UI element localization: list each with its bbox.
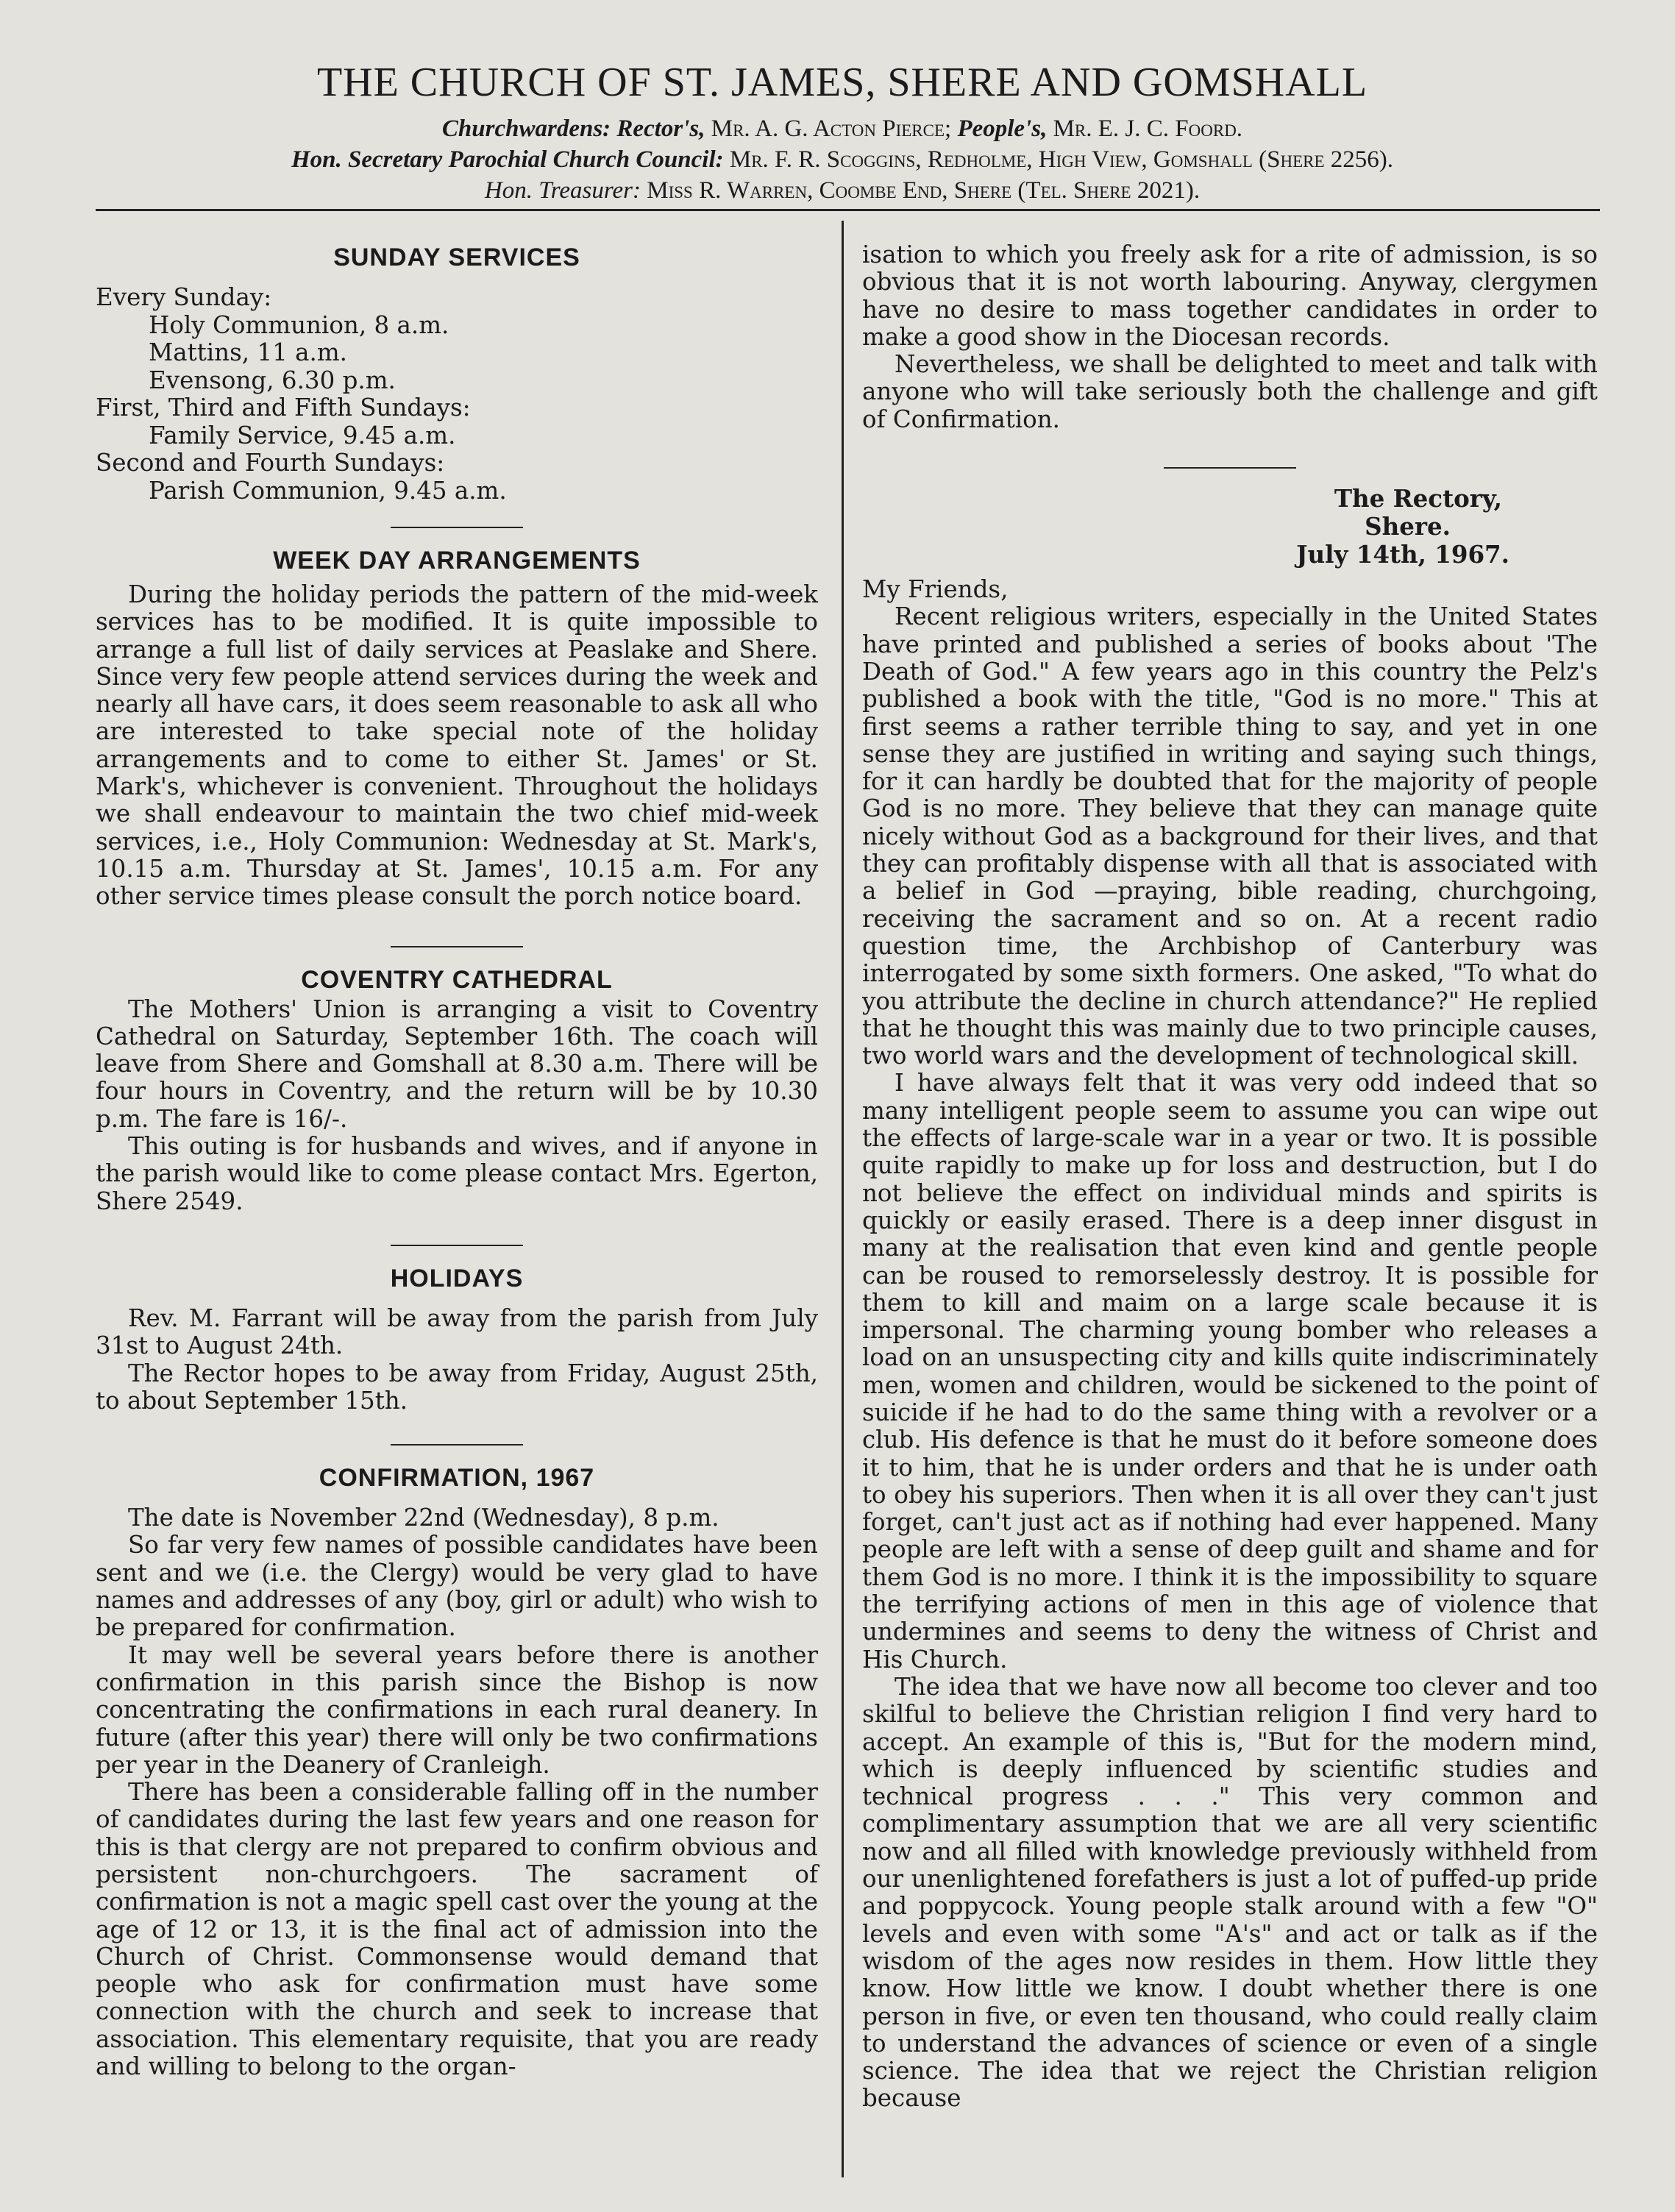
treasurer-line	[88, 175, 1596, 206]
address-line: The Rectory,	[1334, 484, 1502, 513]
letter-date: July 14th, 1967.	[1296, 540, 1509, 569]
section-divider	[391, 1245, 523, 1246]
holidays-text: The Rector hopes to be away from Friday, August 25th, to about September 15th.	[96, 1359, 818, 1415]
confirmation-text: The date is November 22nd (Wednesday), 8 p.m.	[128, 1504, 719, 1532]
header-rule	[96, 209, 1600, 211]
letter-paragraph: I have always felt that it was very odd indeed that so many intelligent people seem to assume you can wipe out the effects of large-scale war in a year or two. It is possible quite rapidly to make up for loss and destruction, but I do not believe the effect on individual minds and spirits is quickly or easily erased. There is a deep inner disgust in many at the realisation that even kind and gentle people can be roused to remorselessly destroy. It is possible for them to kill and maim on a large scale because it is impersonal. The charming young bomber who releases a load on an unsuspecting city and kills quite indiscriminately men, women and children, would be sickened to the point of suicide if he had to do the same thing with a revolver or a club. His defence is that he must do it before someone does it to him, that he is under orders and that he is under oath to obey his superiors. Then when it is all over they can't just forget, can't just act as if nothing had ever happened. Many people are left with a sense of deep guilt and shame and for them God is no more. I think it is the impossibility to square the terrifying actions of men in this age of violence that undermines and seems to deny the witness of Christ and His Church.	[862, 1069, 1598, 1674]
churchwarden-people: Mr. E. J. C. Foord.	[1053, 115, 1243, 142]
section-divider	[391, 946, 523, 947]
letter-address	[862, 485, 1598, 569]
schedule-line: Holy Communion, 8 a.m.	[149, 310, 449, 339]
section-divider	[391, 1444, 523, 1445]
masthead	[88, 51, 1596, 206]
schedule-line: Family Service, 9.45 a.m.	[149, 421, 456, 449]
secretary-label: Hon. Secretary Parochial Church Council:	[291, 146, 724, 173]
week-day-text: During the holiday periods the pattern of the mid-week services has to be modified. It is quite impossible to arrange a full list of daily services at Peaslake and Shere. Since very few people attend services during the week and nearly all have cars, it does seem reasonable to ask all who are interested to take special note of the holiday arrangements and to come to either St. James' or St. Mark's, whichever is convenient. Throughout the holidays we shall endeavour to maintain the two chief mid-week services, i.e., Holy Communion: Wednesday at St. Mark's, 10.15 a.m. Thursday at St. James', 10.15 a.m. For any other service times please consult the porch notice board.	[96, 580, 818, 911]
left-column	[96, 241, 818, 2080]
confirmation-continued: isation to which you freely ask for a rite of admission, is so obvious that it is not worth labouring. Anyway, clergymen have no desire to mass together candidates in order to make a good show in the Diocesan records.	[862, 241, 1598, 351]
schedule-line: Mattins, 11 a.m.	[149, 338, 347, 366]
churchwarden-rector: Mr. A. G. Acton Pierce;	[711, 115, 952, 142]
holidays-heading: HOLIDAYS	[390, 1264, 524, 1292]
treasurer-label: Hon. Treasurer:	[484, 177, 641, 204]
secretary-name: Mr. F. R. Scoggins, Redholme, High View, Gomshall (Shere 2256).	[729, 146, 1394, 173]
confirmation-text: It may well be several years before there is another confirmation in this parish since the Bishop is now concentrating the confirmations in each rural deanery. In future (after this year) there will only be two confirmations per year in the Deanery of Cranleigh.	[96, 1640, 818, 1779]
schedule-line: First, Third and Fifth Sundays:	[96, 394, 471, 422]
letter-paragraph: Recent religious writers, especially in the United States have printed and published a series of books about 'The Death of God." A few years ago in this country the Pelz's published a book with the title, "God is no more." This at first seems a rather terrible thing to say, and yet in one sense they are justified in writing and saying such things, for it can hardly be doubted that for the majority of people God is no more. They believe that they can manage quite nicely without God as a background for their lives, and that they can profitably dispense with all that is associated with a belief in God —praying, bible reading, churchgoing, receiving the sacrament and so on. At a recent radio question time, the Archbishop of Canterbury was interrogated by some sixth formers. One asked, "To what do you attribute the decline in church attendance?" He replied that he thought this was mainly due to two principle causes, two world wars and the development of technological skill.	[862, 602, 1598, 1070]
right-column	[862, 241, 1598, 2113]
treasurer-name: Miss R. Warren, Coombe End, Shere (Tel. Shere 2021).	[647, 177, 1201, 204]
sunday-services-heading: SUNDAY SERVICES	[333, 243, 580, 271]
coventry-text: This outing is for husbands and wives, and if anyone in the parish would like to come please contact Mrs. Egerton, Shere 2549.	[96, 1132, 818, 1215]
schedule-line: Second and Fourth Sundays:	[96, 449, 445, 477]
churchwardens-people-label: People's,	[957, 115, 1048, 142]
schedule-line: Every Sunday:	[96, 283, 272, 311]
confirmation-text: Nevertheless, we shall be delighted to meet and talk with anyone who will take seriously both the challenge and gift of Confirmation.	[862, 350, 1598, 433]
schedule-line: Evensong, 6.30 p.m.	[149, 366, 396, 394]
letter-paragraph: The idea that we have now all become too clever and too skilful to believe the Christian religion I find very hard to accept. An example of this is, "But for the modern mind, which is deeply influenced by scientific studies and technical progress . . ." This very common and complimentary assumption that we are all very scientific now and all filled with knowledge previously withheld from our unenlightened forefathers is just a lot of puffed-up pride and poppycock. Young people stalk around with a few "O" levels and even with some "A's" and act or talk as if the wisdom of the ages now resides in them. How little they know. How little we know. I doubt whether there is one person in five, or even ten thousand, who could really claim to understand the advances of science or even of a single science. The idea that we reject the Christian religion because	[862, 1672, 1598, 2113]
section-divider	[1164, 467, 1296, 469]
page-title: THE CHURCH OF ST. JAMES, SHERE AND GOMSHALL	[316, 60, 1368, 105]
letter-salutation: My Friends,	[862, 575, 1009, 604]
churchwardens-label: Churchwardens: Rector's,	[441, 115, 705, 142]
coventry-text: The Mothers' Union is arranging a visit to Coventry Cathedral on Saturday, September 16th. The coach will leave from Shere and Gomshall at 8.30 a.m. There will be four hours in Coventry, and the return will be by 10.30 p.m. The fare is 16/-.	[96, 995, 818, 1133]
holidays-text: Rev. M. Farrant will be away from the parish from July 31st to August 24th.	[96, 1304, 818, 1360]
churchwardens-line	[88, 113, 1596, 144]
confirmation-text: There has been a considerable falling off in the number of candidates during the last few years and one reason for this is that clergy are not prepared to confirm obvious and persistent non-churchgoers. The sacrament of confirmation is not a magic spell cast over the young at the age of 12 or 13, it is the final act of admission into the Church of Christ. Commonsense would demand that people who ask for confirmation must have some connection with the church and seek to increase that association. This elementary requisite, that you are ready and willing to belong to the organ-	[96, 1778, 818, 2081]
schedule-line: Parish Communion, 9.45 a.m.	[149, 476, 507, 505]
section-divider	[391, 527, 523, 528]
sunday-schedule	[96, 284, 818, 505]
coventry-heading: COVENTRY CATHEDRAL	[301, 965, 613, 994]
column-divider	[842, 221, 844, 2177]
secretary-line	[88, 144, 1596, 175]
confirmation-text: So far very few names of possible candidates have been sent and we (i.e. the Clergy) would be very glad to have names and addresses of any (boy, girl or adult) who wish to be prepared for confirmation.	[96, 1531, 818, 1642]
confirmation-heading: CONFIRMATION, 1967	[319, 1464, 595, 1493]
week-day-heading: WEEK DAY ARRANGEMENTS	[273, 547, 641, 575]
address-line: Shere.	[1365, 512, 1451, 541]
